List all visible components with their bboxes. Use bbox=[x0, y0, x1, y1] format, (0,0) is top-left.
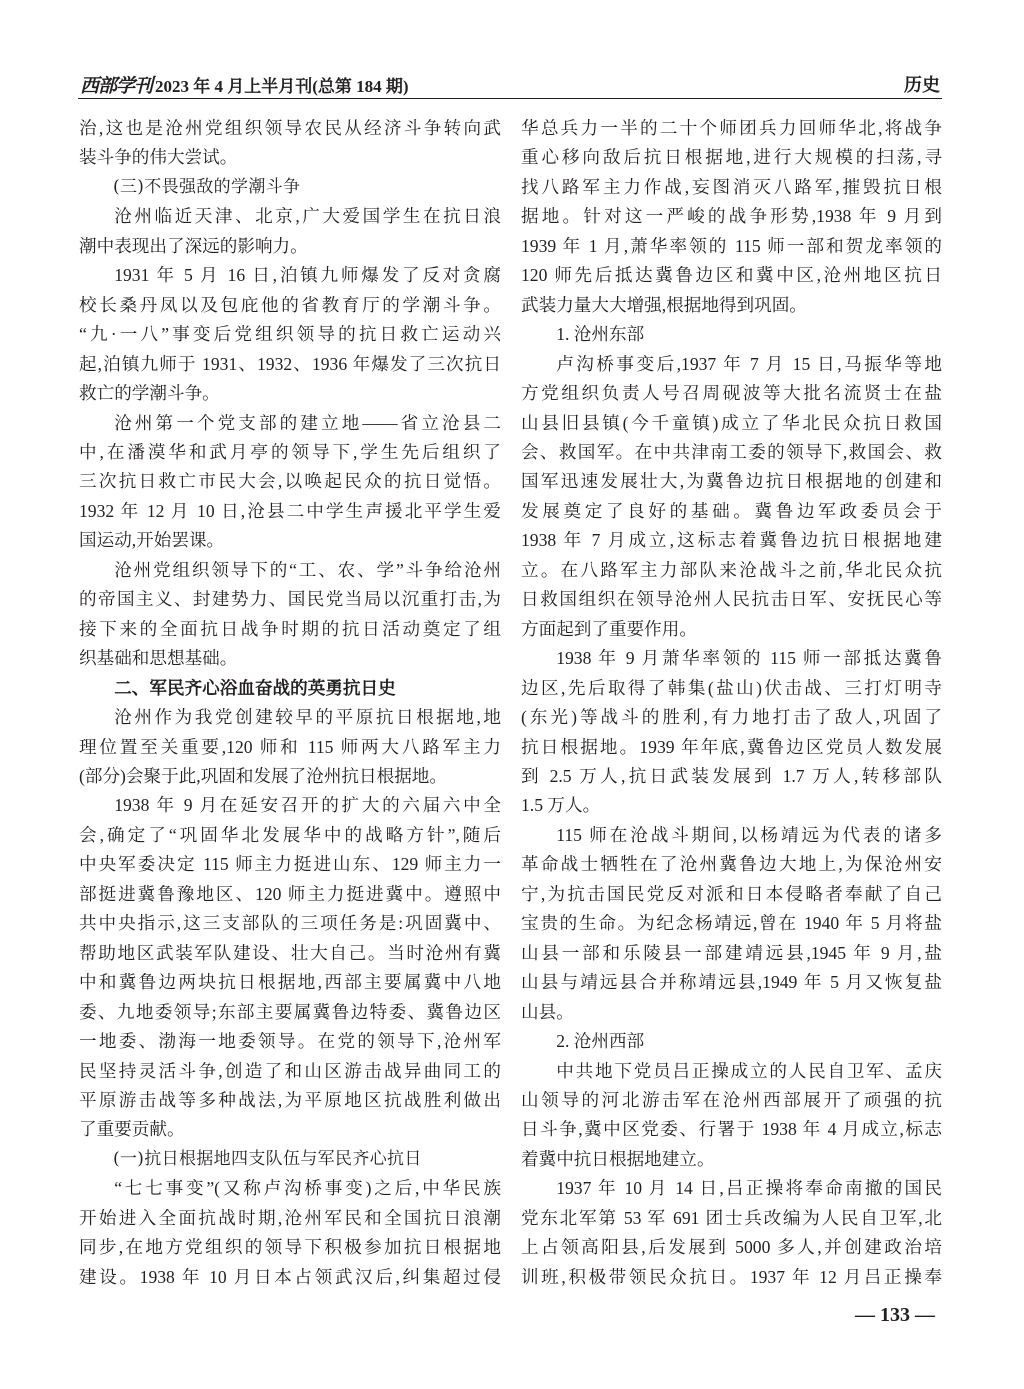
text-line: 潮中表现出了深远的影响力。 bbox=[79, 235, 308, 256]
text-line: 方面起到了重要作用。 bbox=[521, 618, 697, 639]
issue-info: 2023 年 4 月上半月刊(总第 184 期) bbox=[155, 77, 409, 96]
text-line: 山领导的河北游击军在沧州西部展开了顽强的抗 bbox=[521, 1089, 942, 1110]
text-line: (部分)会聚于此,巩固和发展了沧州抗日根据地。 bbox=[79, 765, 447, 786]
journal-logo: 西部学刊 bbox=[80, 75, 153, 97]
text-line: 沧州作为我党创建较早的平原抗日根据地,地 bbox=[114, 707, 501, 728]
paragraph bbox=[79, 409, 501, 556]
paragraph bbox=[521, 1174, 942, 1292]
text-line: (一)抗日根据地四支队伍与军民齐心抗日 bbox=[113, 1148, 422, 1169]
text-line: 国军迅速发展壮大,为冀鲁边抗日根据地的创建和 bbox=[521, 471, 942, 492]
text-line: 同步,在地方党组织的领导下积极参加抗日根据地 bbox=[79, 1237, 501, 1258]
text-line: 委、九地委领导;东部主要属冀鲁边特委、冀鲁边区 bbox=[79, 1001, 501, 1022]
text-line: 理位置至关重要,120 师和 115 师两大八路军主力 bbox=[79, 736, 501, 757]
text-line: 武装力量大大增强,根据地得到巩固。 bbox=[521, 294, 807, 315]
text-line: 立。在八路军主力部队来沧战斗之前,华北民众抗 bbox=[521, 559, 942, 580]
text-line: 装斗争的伟大尝试。 bbox=[79, 147, 238, 168]
text-line: 沧州党组织领导下的“工、农、学”斗争给沧州 bbox=[114, 559, 501, 580]
left-column bbox=[79, 114, 501, 1292]
text-line: 救亡的学潮斗争。 bbox=[79, 383, 220, 404]
paragraph bbox=[79, 261, 501, 408]
text-line: 平原游击战等多种战法,为平原地区抗战胜利做出 bbox=[79, 1089, 501, 1110]
text-line: 训班,积极带领民众抗日。1937 年 12 月吕正操奉 bbox=[521, 1266, 942, 1287]
text-line: 宝贵的生命。为纪念杨靖远,曾在 1940 年 5 月将盐 bbox=[521, 913, 942, 934]
text-line: 1932 年 12 月 10 日,沧县二中学生声援北平学生爱 bbox=[79, 500, 501, 521]
paragraph bbox=[79, 202, 501, 261]
text-line: 的帝国主义、封建势力、国民党当局以沉重打击,为 bbox=[79, 589, 501, 610]
text-line: 山县一部和乐陵县一部建靖远县,1945 年 9 月,盐 bbox=[521, 942, 942, 963]
text-line: 沧州第一个党支部的建立地——省立沧县二 bbox=[114, 412, 501, 433]
text-line: 华总兵力一半的二十个师团兵力回师华北,将战争 bbox=[521, 118, 942, 138]
subheading bbox=[79, 1145, 501, 1174]
text-line: 共中央指示,这三支部队的三项任务是:巩固冀中、 bbox=[79, 913, 501, 934]
text-line: 1938 年 9 月在延安召开的扩大的六届六中全 bbox=[114, 795, 501, 816]
text-line: 发展奠定了良好的基础。冀鲁边军政委员会于 bbox=[521, 500, 942, 521]
running-header bbox=[78, 70, 942, 96]
text-line: 会、救国军。在中共津南工委的领导下,救国会、救 bbox=[521, 441, 942, 462]
text-line: 上占领高阳县,后发展到 5000 多人,并创建政治培 bbox=[521, 1237, 942, 1258]
text-line: “九·一八”事变后党组织领导的抗日救亡运动兴 bbox=[79, 324, 501, 345]
text-line: 找八路军主力作战,妄图消灭八路军,摧毁抗日根 bbox=[521, 176, 942, 197]
text-line: 织基础和思想基础。 bbox=[79, 648, 238, 669]
text-line: 三次抗日救亡市民大会,以唤起民众的抗日觉悟。 bbox=[79, 471, 501, 492]
text-line: 重心移向敌后抗日根据地,进行大规模的扫荡,寻 bbox=[521, 147, 942, 168]
paragraph bbox=[79, 791, 501, 1144]
text-line: 一地委、渤海一地委领导。在党的领导下,沧州军 bbox=[79, 1031, 501, 1052]
text-line: 山县旧县镇(今千童镇)成立了华北民众抗日救国 bbox=[521, 412, 942, 433]
text-line: 方党组织负责人号召周砚波等大批名流贤士在盐 bbox=[521, 383, 942, 404]
text-line: 卢沟桥事变后,1937 年 7 月 15 日,马振华等地 bbox=[556, 353, 942, 374]
text-line: 抗日根据地。1939 年年底,冀鲁边区党员人数发展 bbox=[521, 736, 942, 757]
text-line: 中共地下党员吕正操成立的人民自卫军、孟庆 bbox=[556, 1060, 942, 1081]
paragraph bbox=[521, 1057, 942, 1175]
text-line: 沧州临近天津、北京,广大爱国学生在抗日浪 bbox=[114, 206, 501, 227]
section-label: 历史 bbox=[904, 75, 940, 95]
text-line: 日救国组织在领导沧州人民抗击日军、安抚民心等 bbox=[521, 589, 942, 610]
text-line: 二、军民齐心浴血奋战的英勇抗日史 bbox=[114, 677, 396, 698]
text-line: 1938 年 9 月萧华率领的 115 师一部抵达冀鲁 bbox=[556, 648, 942, 669]
text-line: 日斗争,冀中区党委、行署于 1938 年 4 月成立,标志 bbox=[521, 1119, 942, 1140]
text-line: 120 师先后抵达冀鲁边区和冀中区,沧州地区抗日 bbox=[521, 265, 942, 286]
text-line: (三)不畏强敌的学潮斗争 bbox=[113, 176, 301, 197]
text-line: “七七事变”(又称卢沟桥事变)之后,中华民族 bbox=[114, 1178, 501, 1199]
text-line: 革命战士牺牲在了沧州冀鲁边大地上,为保沧州安 bbox=[521, 854, 942, 875]
text-line: 中央军委决定 115 师主力挺进山东、129 师主力一 bbox=[79, 854, 501, 875]
text-line: 1937 年 10 月 14 日,吕正操将奉命南撤的国民 bbox=[556, 1178, 942, 1199]
right-column bbox=[521, 114, 942, 1292]
text-line: 边区,先后取得了韩集(盐山)伏击战、三打灯明寺 bbox=[521, 677, 942, 698]
header-rule bbox=[78, 98, 942, 99]
numbered-heading bbox=[521, 1027, 942, 1056]
text-line: 治,这也是沧州党组织领导农民从经济斗争转向武 bbox=[79, 118, 501, 138]
subheading bbox=[79, 173, 501, 202]
text-line: 山县。 bbox=[521, 1001, 574, 1022]
text-line: 1939 年 1 月,萧华率领的 115 师一部和贺龙率领的 bbox=[521, 235, 942, 256]
page-number: — 133 — bbox=[855, 1304, 935, 1326]
text-line: 山县与靖远县合并称靖远县,1949 年 5 月又恢复盐 bbox=[521, 972, 942, 993]
text-line: 中和冀鲁边两块抗日根据地,西部主要属冀中八地 bbox=[79, 972, 501, 993]
text-line: 1938 年 7 月成立,这标志着冀鲁边抗日根据地建 bbox=[521, 530, 942, 551]
text-line: 1. 沧州东部 bbox=[556, 324, 645, 345]
text-line: 宁,为抗击国民党反对派和日本侵略者奉献了自己 bbox=[521, 883, 942, 904]
text-line: 帮助地区武装军队建设、壮大自己。当时沧州有冀 bbox=[79, 942, 501, 963]
text-line: 民坚持灵活斗争,创造了和山区游击战异曲同工的 bbox=[79, 1060, 501, 1081]
text-line: 到 2.5 万人,抗日武装发展到 1.7 万人,转移部队 bbox=[521, 765, 942, 786]
paragraph bbox=[79, 114, 501, 173]
text-line: 部挺进冀鲁豫地区、120 师主力挺进冀中。遵照中 bbox=[79, 883, 501, 904]
text-line: 中,在潘漠华和武月亭的领导下,学生先后组织了 bbox=[79, 441, 501, 462]
text-line: 据地。针对这一严峻的战争形势,1938 年 9 月到 bbox=[521, 206, 942, 227]
text-line: 接下来的全面抗日战争时期的抗日活动奠定了组 bbox=[79, 618, 501, 639]
paragraph bbox=[521, 644, 942, 821]
text-line: 校长桑丹凤以及包庇他的省教育厅的学潮斗争。 bbox=[79, 294, 501, 315]
text-line: 开始进入全面抗战时期,沧州军民和全国抗日浪潮 bbox=[79, 1207, 501, 1228]
text-line: 1931 年 5 月 16 日,泊镇九师爆发了反对贪腐 bbox=[114, 265, 501, 286]
text-line: (东光)等战斗的胜利,有力地打击了敌人,巩固了 bbox=[521, 707, 942, 728]
text-line: 党东北军第 53 军 691 团士兵改编为人民自卫军,北 bbox=[521, 1207, 942, 1228]
paragraph bbox=[79, 703, 501, 791]
paragraph bbox=[79, 1174, 501, 1292]
paragraph bbox=[79, 556, 501, 674]
text-line: 2. 沧州西部 bbox=[556, 1031, 645, 1052]
paragraph bbox=[521, 350, 942, 645]
text-line: 会,确定了“巩固华北发展华中的战略方针”,随后 bbox=[79, 824, 501, 845]
paragraph bbox=[521, 821, 942, 1027]
text-line: 1.5 万人。 bbox=[521, 795, 601, 816]
section-heading bbox=[79, 674, 501, 703]
text-line: 115 师在沧战斗期间,以杨靖远为代表的诸多 bbox=[556, 824, 942, 845]
text-line: 国运动,开始罢课。 bbox=[79, 530, 225, 551]
text-line: 着冀中抗日根据地建立。 bbox=[521, 1148, 715, 1169]
text-line: 起,泊镇九师于 1931、1932、1936 年爆发了三次抗日 bbox=[79, 353, 501, 374]
text-line: 建设。1938 年 10 月日本占领武汉后,纠集超过侵 bbox=[79, 1266, 501, 1287]
paragraph bbox=[521, 114, 942, 320]
text-line: 了重要贡献。 bbox=[79, 1119, 185, 1140]
numbered-heading bbox=[521, 320, 942, 349]
